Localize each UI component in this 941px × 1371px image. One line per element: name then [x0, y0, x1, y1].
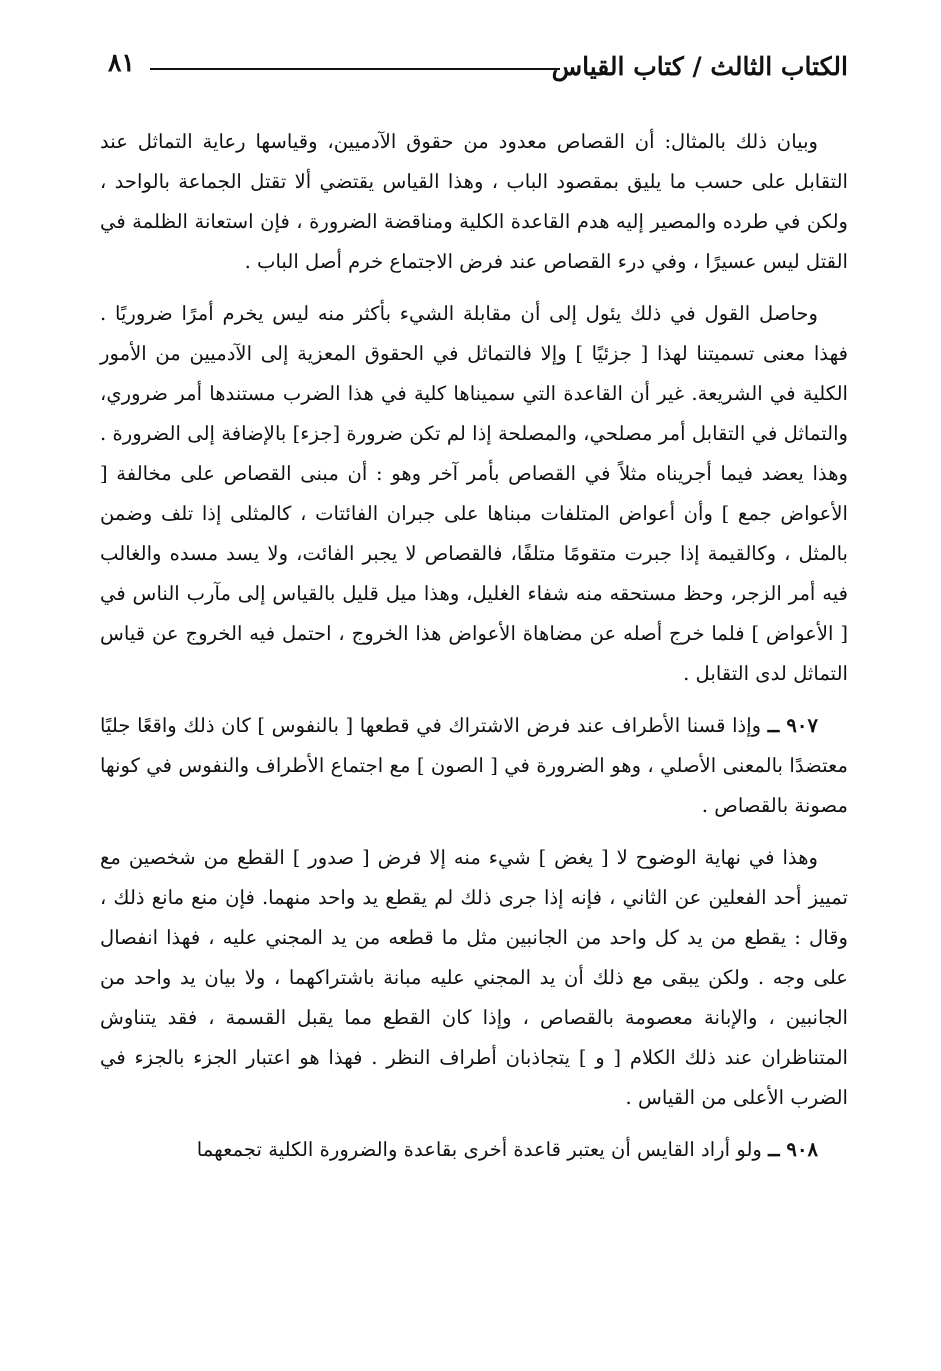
body-text — [100, 122, 848, 1170]
header-rule — [150, 68, 560, 70]
page-header — [108, 44, 848, 96]
paragraph-example — [100, 122, 848, 282]
paragraph-clarity — [100, 838, 848, 1118]
paragraph-number: ٩٠٧ ــ — [767, 714, 818, 737]
paragraph-text: وبيان ذلك بالمثال: أن القصاص معدود من حقوق الآدميين، وقياسها رعاية التماثل عند التقابل على حسب ما يليق بمقصود الباب ، وهذا القياس يقتضي ألا تقتل الجماعة بالواحد ، ولكن في طرده والمصير إليه هدم القاعدة الكلية ومناقضة الضرورة ، فإن استعانة الظلمة في القتل ليس عسيرًا ، وفي درء القصاص عند فرض الاجتماع خرم أصل الباب . — [100, 130, 848, 273]
running-title: الكتاب الثالث / كتاب القياس — [551, 52, 848, 81]
paragraph-number: ٩٠٨ ــ — [768, 1138, 818, 1161]
paragraph-text: وهذا في نهاية الوضوح لا [ يغض ] شيء منه إلا فرض [ صدور ] القطع من شخصين مع تمييز أحد الفعلين عن الثاني ، فإنه إذا جرى ذلك لم يقطع يد واحد منهما. فإن منع مانع ذلك ، وقال : يقطع من يد كل واحد من الجانبين مثل ما قطعه من يد المجني عليه ، فهذا انفصال على وجه . ولكن يبقى مع ذلك أن يد المجني عليه مبانة باشتراكهما ، ولا بيان يد واحد من الجانبين ، والإبانة معصومة بالقصاص ، وإذا كان القطع مما يقبل القسمة ، فقد يتناوش المتناظران عند ذلك الكلام [ و ] يتجاذبان أطراف النظر . فهذا هو اعتبار الجزء بالجزء في الضرب الأعلى من القياس . — [100, 846, 848, 1109]
paragraph-908 — [100, 1130, 848, 1170]
paragraph-text: وحاصل القول في ذلك يئول إلى أن مقابلة الشيء بأكثر منه ليس يخرم أمرًا ضروريًا . فهذا معنى تسميتنا لهذا [ جزئيًا ] وإلا فالتماثل في الحقوق المعزية إلى الآدميين من الأمور الكلية في الشريعة. غير أن القاعدة التي سميناها كلية في هذا الضرب مستندها أمر ضروري، والتماثل في التقابل أمر مصلحي، والمصلحة إذا لم تكن ضرورة [جزء] بالإضافة إلى الضرورة . وهذا يعضد فيما أجريناه مثلاً في القصاص بأمر آخر وهو : أن مبنى القصاص على مخالفة [ الأعواض جمع ] وأن أعواض المتلفات مبناها على جبران الفائتات ، كالمثلى إذا تلف وضمن بالمثل ، وكالقيمة إذا جبرت متقومًا متلفًا، فالقصاص لا يجبر الفائت، ولا يسد مسده والغالب فيه أمر الزجر، وحظ مستحقه منه شفاء الغليل، وهذا ميل قليل بالقياس إلى مآرب الناس في [ الأعواض ] فلما خرج أصله عن مضاهاة الأعواض هذا الخروج ، احتمل فيه الخروج عن قياس التماثل لدى التقابل . — [100, 302, 848, 685]
paragraph-text: وإذا قسنا الأطراف عند فرض الاشتراك في قطعها [ بالنفوس ] كان ذلك واقعًا جليًا معتضدًا بالمعنى الأصلي ، وهو الضرورة في [ الصون ] مع اجتماع الأطراف والنفوس في كونها مصونة بالقصاص . — [100, 714, 848, 817]
page-number: ٨١ — [108, 48, 135, 77]
paragraph-907 — [100, 706, 848, 826]
paragraph-conclusion — [100, 294, 848, 694]
paragraph-text: ولو أراد القايس أن يعتبر قاعدة أخرى بقاعدة والضرورة الكلية تجمعهما — [196, 1138, 762, 1161]
